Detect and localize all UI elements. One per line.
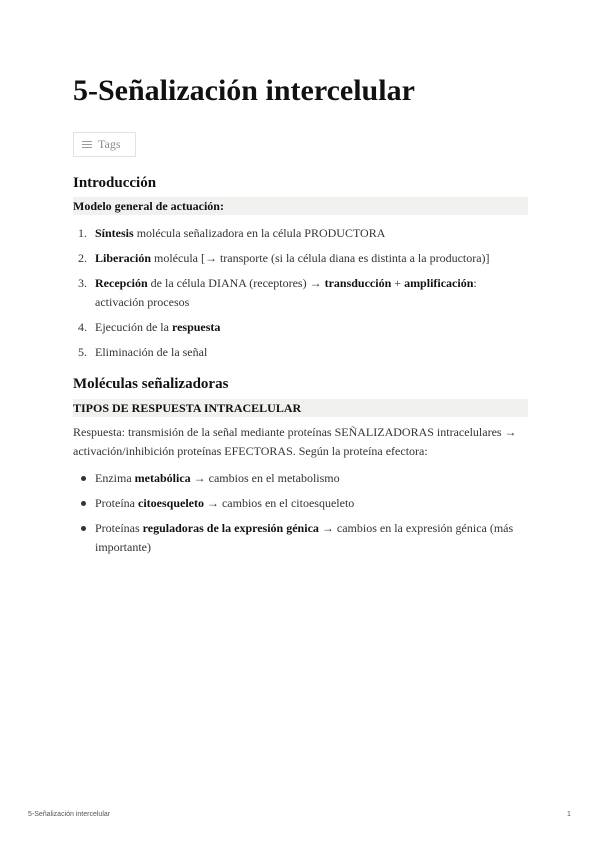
molecules-heading: Moléculas señalizadoras bbox=[73, 376, 229, 392]
bold-term: amplificación bbox=[404, 276, 474, 290]
list-number: 3. bbox=[78, 276, 87, 290]
page-title: 5-Señalización intercelular bbox=[73, 74, 415, 107]
list-item-text bbox=[95, 224, 505, 243]
list-number: 4. bbox=[78, 320, 87, 334]
intro-heading: Introducción bbox=[73, 175, 157, 191]
list-item-text bbox=[95, 318, 505, 337]
response-paragraph: Respuesta: transmisión de la señal mediante proteínas SEÑALIZADORAS intracelulares → activación/inhibición proteínas EFECTORAS. Según la proteína efectora: bbox=[73, 425, 517, 458]
text-run: Proteínas bbox=[95, 521, 143, 535]
molecules-subheading: TIPOS DE RESPUESTA INTRACELULAR bbox=[73, 399, 528, 417]
bold-term: Síntesis bbox=[95, 226, 134, 240]
text-run: : activación procesos bbox=[95, 276, 477, 309]
page-number: 1 bbox=[567, 811, 571, 818]
text-run: Ejecución de la bbox=[95, 320, 172, 334]
list-item-text bbox=[95, 469, 525, 488]
list-item-text bbox=[95, 249, 505, 268]
text-run: → cambios en el metabolismo bbox=[190, 471, 340, 485]
intro-subheading: Modelo general de actuación: bbox=[73, 197, 528, 215]
list-number: 1. bbox=[78, 226, 87, 240]
bold-term: respuesta bbox=[171, 320, 221, 334]
text-run: Proteína bbox=[95, 496, 138, 510]
bold-term: metabólica bbox=[134, 471, 191, 485]
footer-title: 5-Señalización intercelular bbox=[28, 811, 111, 818]
bullet-icon bbox=[81, 501, 86, 506]
tags-label: Tags bbox=[98, 137, 121, 151]
text-run: de la célula DIANA (receptores) → bbox=[147, 276, 325, 290]
text-run: Eliminación de la señal bbox=[95, 345, 208, 359]
bold-term: transducción bbox=[324, 276, 392, 290]
text-run: → cambios en la expresión génica (más importante) bbox=[95, 521, 514, 554]
list-icon bbox=[82, 139, 92, 150]
bold-term: reguladoras de la expresión génica bbox=[142, 521, 319, 535]
text-run: + bbox=[391, 276, 405, 290]
bold-term: citoesqueleto bbox=[138, 496, 204, 510]
list-item-text bbox=[95, 519, 525, 557]
text-run: molécula [→ transporte (si la célula diana es distinta a la productora)] bbox=[151, 251, 490, 265]
list-number: 5. bbox=[78, 345, 87, 359]
list-item-text bbox=[95, 343, 505, 362]
tags-property[interactable] bbox=[73, 132, 136, 157]
bullet-icon bbox=[81, 526, 86, 531]
text-run: → cambios en el citoesqueleto bbox=[203, 496, 355, 510]
text-run: molécula señalizadora en la célula PRODUCTORA bbox=[133, 226, 386, 240]
text-run: Enzima bbox=[95, 471, 135, 485]
bold-term: Liberación bbox=[95, 251, 151, 265]
bullet-icon bbox=[81, 476, 86, 481]
list-item-text bbox=[95, 274, 505, 312]
bold-term: Recepción bbox=[95, 276, 148, 290]
list-item-text bbox=[95, 494, 525, 513]
list-number: 2. bbox=[78, 251, 87, 265]
